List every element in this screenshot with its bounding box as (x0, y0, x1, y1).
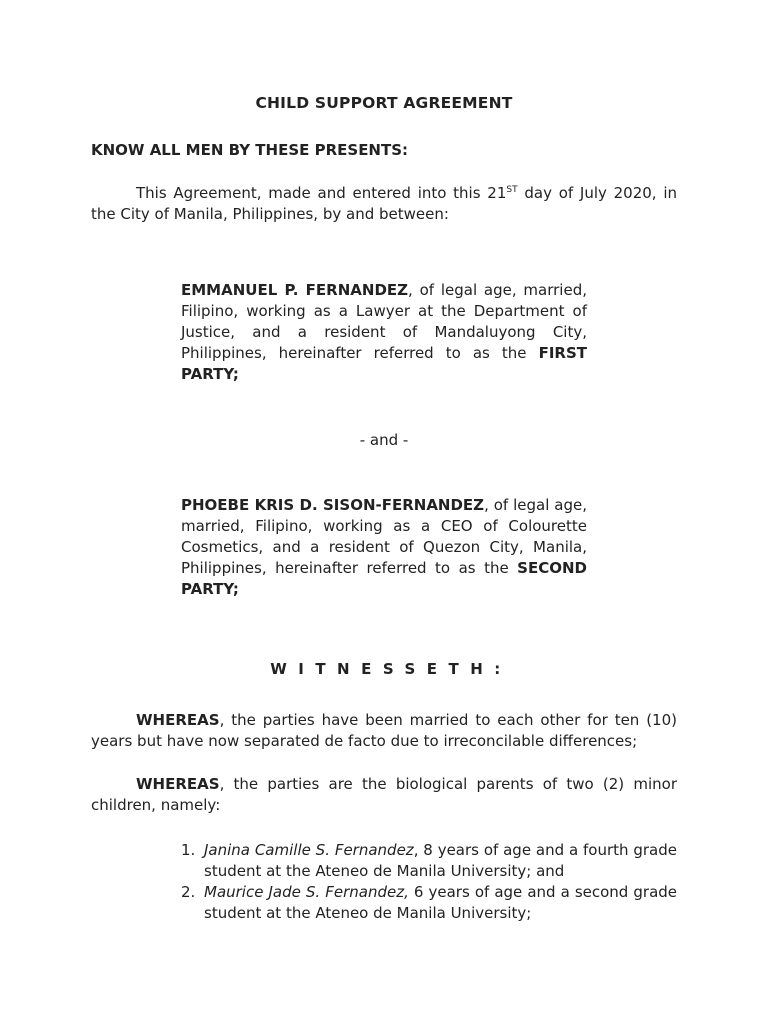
second-party-paragraph (181, 495, 587, 600)
first-party-label: FIRST PARTY; (181, 344, 587, 383)
list-item (181, 882, 677, 924)
child-details: 6 years of age and a second grade student at the Ateneo de Manila University; (204, 883, 678, 922)
know-all-heading: KNOW ALL MEN BY THESE PRESENTS: (91, 141, 409, 159)
intro-text-pre: This Agreement, made and entered into this 21 (136, 184, 507, 202)
child-name: Maurice Jade S. Fernandez, (204, 883, 409, 901)
first-party-text: , of legal age, married, Filipino, working as a Lawyer at the Department of Justice, and a resident of Mandaluyong City, Philippines, hereinafter referred to as the (181, 281, 587, 362)
second-party-name: PHOEBE KRIS D. SISON-FERNANDEZ (181, 496, 485, 514)
second-party-text: , of legal age, married, Filipino, working as a CEO of Colourette Cosmetics, and a resident of Quezon City, Manila, Philippines, hereinafter referred to as the (181, 496, 587, 577)
whereas-paragraph-1 (91, 710, 677, 752)
whereas-lead-1: WHEREAS (136, 711, 220, 729)
child-details: , 8 years of age and a fourth grade student at the Ateneo de Manila University; and (204, 841, 677, 880)
intro-paragraph (91, 183, 677, 225)
list-number: 2. (181, 883, 196, 901)
document-title: CHILD SUPPORT AGREEMENT (255, 94, 513, 112)
list-item (181, 840, 677, 882)
ordinal-superscript: ST (506, 185, 518, 195)
child-name: Janina Camille S. Fernandez (204, 841, 414, 859)
children-list (181, 840, 677, 924)
list-number: 1. (181, 841, 196, 859)
second-party-label: SECOND PARTY; (181, 559, 587, 598)
witnesseth-heading: WITNESSETH: (270, 660, 512, 678)
whereas-text-2: , the parties are the biological parents of two (2) minor children, namely: (91, 775, 677, 814)
whereas-lead-2: WHEREAS (136, 775, 220, 793)
first-party-paragraph (181, 280, 587, 385)
first-party-name: EMMANUEL P. FERNANDEZ (181, 281, 409, 299)
intro-text-post: day of July 2020, in the City of Manila, Philippines, by and between: (91, 184, 678, 223)
whereas-paragraph-2 (91, 774, 677, 816)
and-separator: - and - (359, 431, 409, 449)
whereas-text-1: , the parties have been married to each other for ten (10) years but have now separated de facto due to irreconcilable differences; (91, 711, 677, 750)
